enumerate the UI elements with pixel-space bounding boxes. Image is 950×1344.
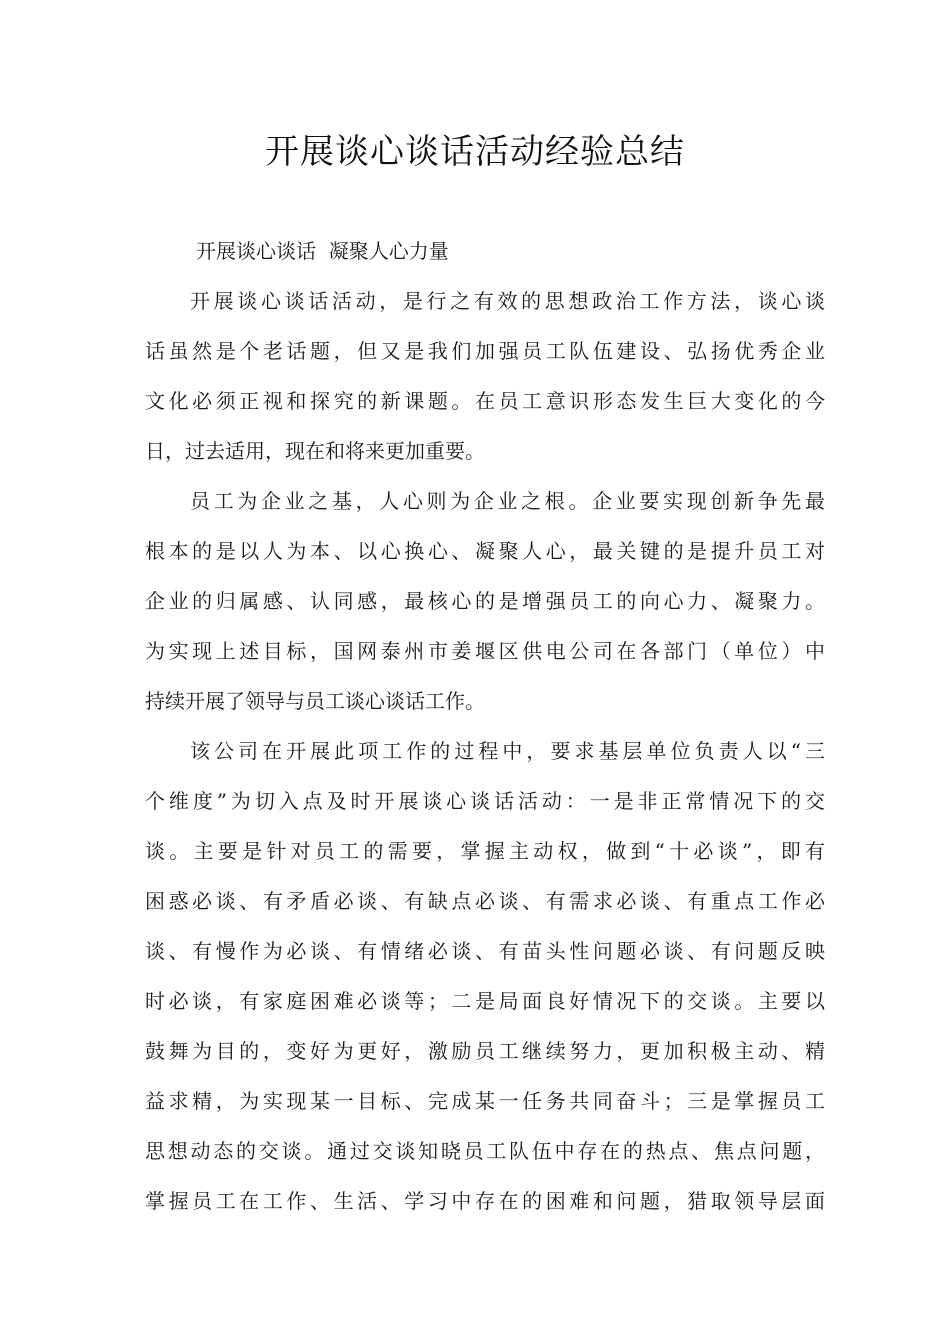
paragraph-2-line-2: 根本的是以人为本、以心换心、凝聚人心，最关键的是提升员工对 — [145, 539, 825, 563]
paragraph-3-line-9: 思想动态的交谈。通过交谈知晓员工队伍中存在的热点、焦点问题， — [145, 1139, 825, 1163]
paragraph-3-line-10: 掌握员工在工作、生活、学习中存在的困难和问题，猎取领导层面 — [145, 1189, 825, 1213]
paragraph-3-line-7: 鼓舞为目的，变好为更好，激励员工继续努力，更加积极主动、精 — [145, 1039, 825, 1063]
paragraph-3-line-1: 该公司在开展此项工作的过程中，要求基层单位负责人以“三 — [190, 739, 825, 763]
paragraph-2-line-5: 持续开展了领导与员工谈心谈话工作。 — [145, 689, 485, 713]
paragraph-3-line-4: 困惑必谈、有矛盾必谈、有缺点必谈、有需求必谈、有重点工作必 — [145, 889, 825, 913]
paragraph-1-line-1: 开展谈心谈话活动，是行之有效的思想政治工作方法，谈心谈 — [190, 289, 825, 313]
document-title: 开展谈心谈话活动经验总结 — [265, 132, 685, 172]
paragraph-3-line-6: 时必谈，有家庭困难必谈等；二是局面良好情况下的交谈。主要以 — [145, 989, 825, 1013]
paragraph-3-line-5: 谈、有慢作为必谈、有情绪必谈、有苗头性问题必谈、有问题反映 — [145, 939, 825, 963]
document-subtitle: 开展谈心谈话 凝聚人心力量 — [196, 239, 449, 263]
paragraph-2-line-4: 为实现上述目标，国网泰州市姜堰区供电公司在各部门（单位）中 — [145, 639, 825, 663]
paragraph-1-line-3: 文化必须正视和探究的新课题。在员工意识形态发生巨大变化的今 — [145, 389, 825, 413]
paragraph-3-line-3: 谈。主要是针对员工的需要，掌握主动权，做到“十必谈”，即有 — [145, 839, 825, 863]
paragraph-3-line-2: 个维度”为切入点及时开展谈心谈话活动：一是非正常情况下的交 — [145, 789, 825, 813]
paragraph-1-line-2: 话虽然是个老话题，但又是我们加强员工队伍建设、弘扬优秀企业 — [145, 339, 825, 363]
paragraph-2-line-3: 企业的归属感、认同感，最核心的是增强员工的向心力、凝聚力。 — [145, 589, 825, 613]
paragraph-1-line-4: 日，过去适用，现在和将来更加重要。 — [145, 439, 485, 463]
paragraph-3-line-8: 益求精，为实现某一目标、完成某一任务共同奋斗；三是掌握员工 — [145, 1089, 825, 1113]
paragraph-2-line-1: 员工为企业之基，人心则为企业之根。企业要实现创新争先最 — [190, 489, 825, 513]
